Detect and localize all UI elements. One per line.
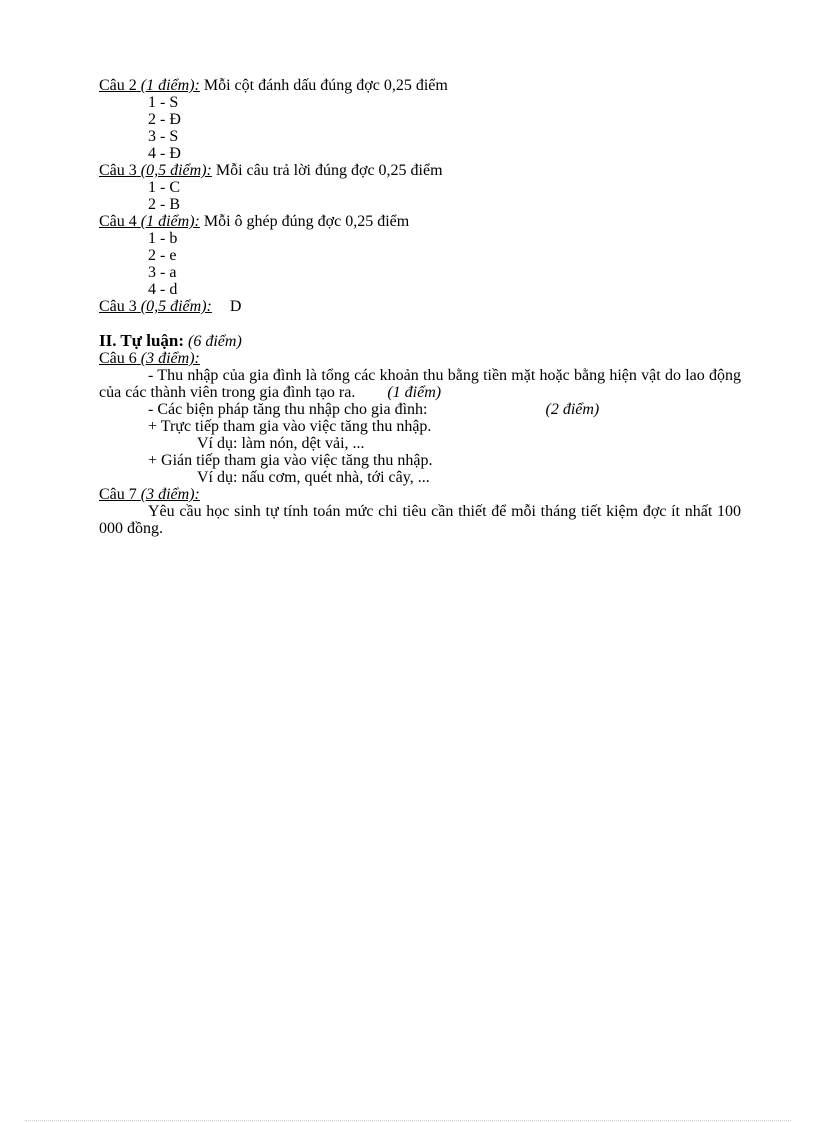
para-1-points: (1 điểm) (387, 384, 442, 401)
bullet-indirect: + Gián tiếp tham gia vào việc tăng thu nhập. (148, 452, 433, 469)
question-7-line (99, 486, 741, 503)
question-6-line (99, 350, 741, 367)
answer-item: 4 - d (148, 281, 178, 298)
para-2-points: (2 điểm) (545, 401, 600, 418)
question-7-text: Yêu cầu học sinh tự tính toán mức chi tiêu cần thiết để mỗi tháng tiết kiệm đợc ít nhất 100 000 đồng. (99, 503, 741, 537)
question-4-line (99, 213, 741, 230)
section-2-heading: II. Tự luận: (99, 331, 185, 350)
answer-item: 1 - b (148, 230, 178, 247)
question-4-label: Câu 4 (1 điểm): (99, 213, 200, 230)
section-2-points: (6 điểm) (188, 333, 242, 350)
question-3-line (99, 162, 741, 179)
question-5-answer: D (229, 298, 242, 315)
question-4-text: Mỗi ô ghép đúng đợc 0,25 điểm (203, 213, 410, 230)
answer-item: 2 - Đ (148, 111, 181, 128)
answer-key-page (99, 77, 741, 537)
question-6-label: Câu 6 (3 điểm): (99, 350, 200, 367)
answer-item: 2 - e (148, 247, 177, 264)
question-3-text: Mỗi câu trả lời đúng đợc 0,25 điểm (215, 162, 443, 179)
answer-item: 3 - S (148, 128, 179, 145)
page-bottom-rule (25, 1120, 791, 1121)
question-7-label: Câu 7 (3 điểm): (99, 486, 200, 503)
question-2-line (99, 77, 741, 94)
example-direct: Ví dụ: làm nón, dệt vải, ... (197, 435, 365, 452)
example-indirect: Ví dụ: nấu cơm, quét nhà, tới cây, ... (197, 469, 430, 486)
bullet-direct: + Trực tiếp tham gia vào việc tăng thu nhập. (148, 418, 432, 435)
question-6-para-1: - Thu nhập của gia đình là tổng các khoản thu bằng tiền mặt hoặc bằng hiện vật do lao động của các thành viên trong gia đình tạo ra. (1 điểm) (99, 367, 741, 401)
question-2-label: Câu 2 (1 điểm): (99, 77, 200, 94)
answer-item: 4 - Đ (148, 145, 181, 162)
question-6-para-2: - Các biện pháp tăng thu nhập cho gia đình: (2 điểm) (148, 401, 600, 418)
question-3-label: Câu 3 (0,5 điểm): (99, 162, 212, 179)
section-2-heading-line (99, 332, 741, 350)
answer-item: 2 - B (148, 196, 180, 213)
question-5-line (99, 298, 741, 315)
answer-item: 1 - S (148, 94, 179, 111)
question-5-label: Câu 3 (0,5 điểm): (99, 298, 212, 315)
answer-item: 1 - C (148, 179, 180, 196)
answer-item: 3 - a (148, 264, 177, 281)
question-2-text: Mỗi cột đánh dấu đúng đợc 0,25 điểm (203, 77, 448, 94)
